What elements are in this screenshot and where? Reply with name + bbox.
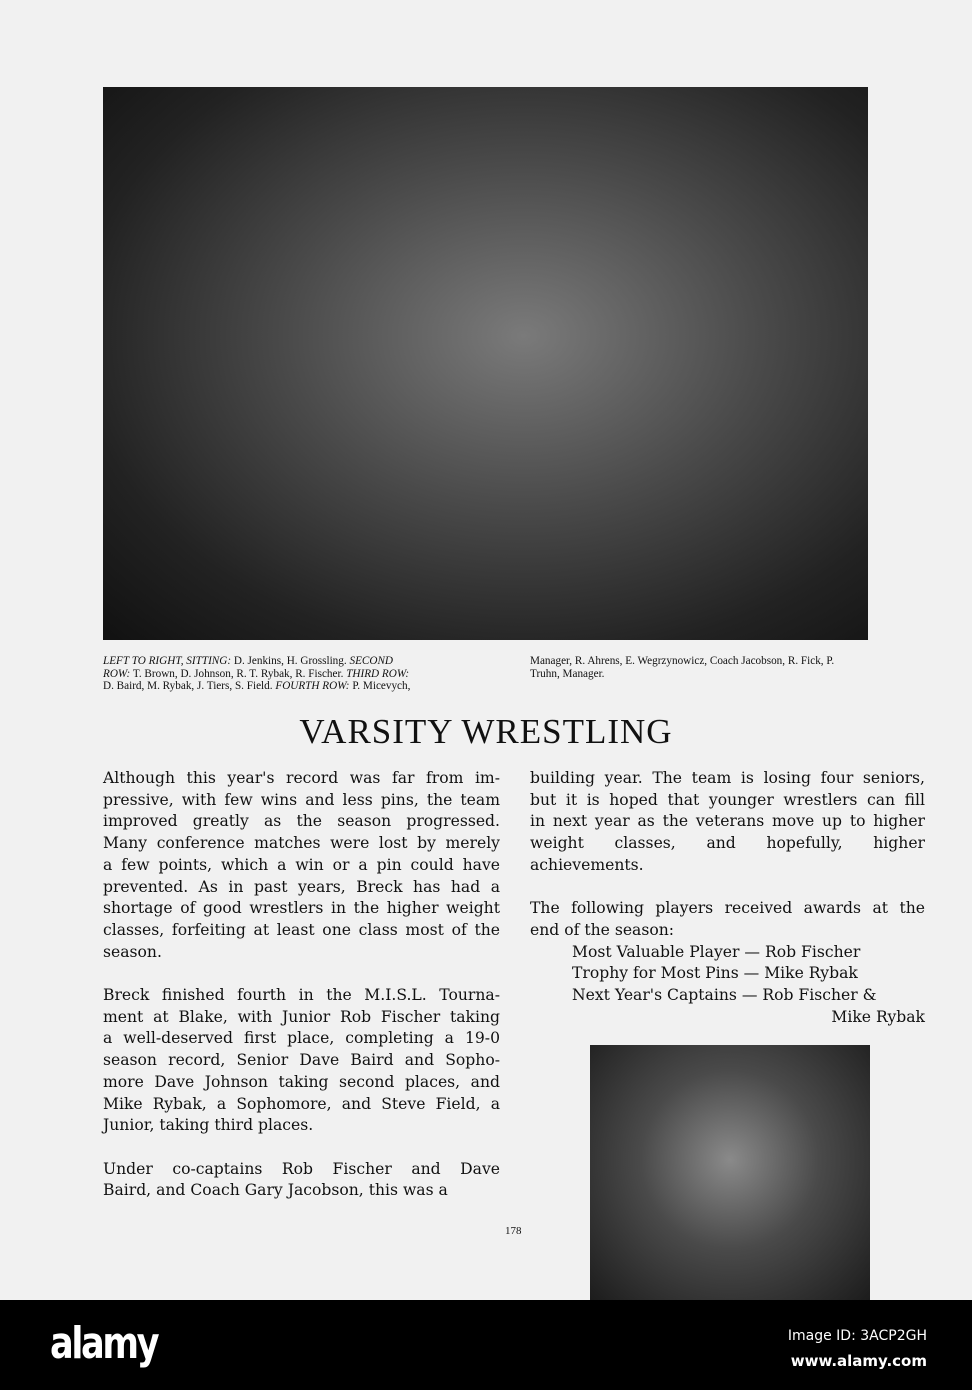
text-line: Although this year's record was far from im-	[103, 769, 500, 787]
text-line: Many conference matches were lost by merely	[103, 834, 500, 853]
text-line: Under co-captains Rob Fischer and Dave	[103, 1159, 500, 1178]
page-title: VARSITY WRESTLING	[299, 712, 673, 751]
caption-line	[103, 655, 473, 668]
text-line: shortage of good wrestlers in the higher weight	[103, 899, 500, 918]
award-line: Next Year's Captains — Rob Fischer &	[572, 986, 877, 1005]
paragraph-gap	[530, 877, 925, 899]
caption-line: Manager, R. Ahrens, E. Wegrzynowicz, Coach Jacobson, R. Fick, P.	[530, 655, 835, 667]
caption-text: D. Baird, M. Rybak, J. Tiers, S. Field.	[103, 680, 276, 692]
caption-line	[103, 680, 473, 693]
caption-text: P. Micevych,	[349, 680, 411, 692]
text-line: improved greatly as the season progressed.	[103, 812, 500, 831]
paragraph-gap	[103, 963, 500, 985]
text-line: Breck finished fourth in the M.I.S.L. Tourna-	[103, 986, 500, 1005]
article-left-column	[103, 768, 500, 1202]
award-line: Most Valuable Player — Rob Fischer	[572, 942, 861, 961]
text-line: a well-deserved first place, completing a 19-0	[103, 1029, 500, 1048]
text-line: Baird, and Coach Gary Jacobson, this was a	[103, 1181, 448, 1200]
article-right-column	[530, 768, 925, 1028]
text-line: building year. The team is losing four seniors,	[530, 769, 925, 787]
team-photo	[103, 87, 868, 640]
photo-caption-right	[530, 655, 875, 680]
text-line: season.	[103, 942, 162, 961]
text-line: classes, forfeiting at least one class most of the	[103, 920, 500, 939]
award-line: Trophy for Most Pins — Mike Rybak	[572, 964, 858, 983]
text-line: achievements.	[530, 855, 644, 874]
text-line: ment at Blake, with Junior Rob Fischer taking	[103, 1007, 500, 1026]
text-line: prevented. As in past years, Breck has had a	[103, 877, 500, 896]
caption-text: T. Brown, D. Johnson, R. T. Rybak, R. Fischer.	[130, 667, 347, 680]
text-line: weight classes, and hopefully, higher	[530, 834, 925, 853]
text-line: Junior, taking third places.	[103, 1116, 314, 1135]
text-line: The following players received awards at the	[530, 899, 925, 918]
caption-label: LEFT TO RIGHT, SITTING:	[103, 655, 232, 667]
caption-label: THIRD ROW:	[346, 667, 410, 680]
text-line: pressive, with few wins and less pins, the team	[103, 790, 500, 809]
paragraph-gap	[103, 1137, 500, 1159]
caption-label: ROW:	[103, 667, 131, 680]
text-line: a few points, which a win or a pin could have	[103, 855, 500, 874]
caption-text: D. Jenkins, H. Grossling.	[231, 655, 350, 667]
watermark-banner	[0, 1300, 972, 1390]
text-line: but it is hoped that younger wrestlers can fill	[530, 790, 925, 809]
page-number: 178	[505, 1225, 522, 1237]
caption-label: SECOND	[349, 655, 393, 667]
image-id: Image ID: 3ACP2GH	[787, 1328, 927, 1344]
award-line: Mike Rybak	[831, 1007, 925, 1026]
text-line: end of the season:	[530, 920, 675, 939]
text-line: Mike Rybak, a Sophomore, and Steve Field, a	[103, 1094, 500, 1113]
caption-line: Truhn, Manager.	[530, 667, 605, 680]
alamy-logo: alamy	[50, 1318, 158, 1369]
award-winners-photo	[590, 1045, 870, 1300]
caption-label: FOURTH ROW:	[275, 680, 350, 692]
text-line: more Dave Johnson taking second places, and	[103, 1072, 500, 1091]
caption-line	[103, 668, 473, 681]
photo-caption-left	[103, 655, 473, 693]
text-line: in next year as the veterans move up to higher	[530, 812, 925, 831]
watermark-url: www.alamy.com	[790, 1352, 927, 1370]
text-line: season record, Senior Dave Baird and Sopho-	[103, 1051, 500, 1070]
